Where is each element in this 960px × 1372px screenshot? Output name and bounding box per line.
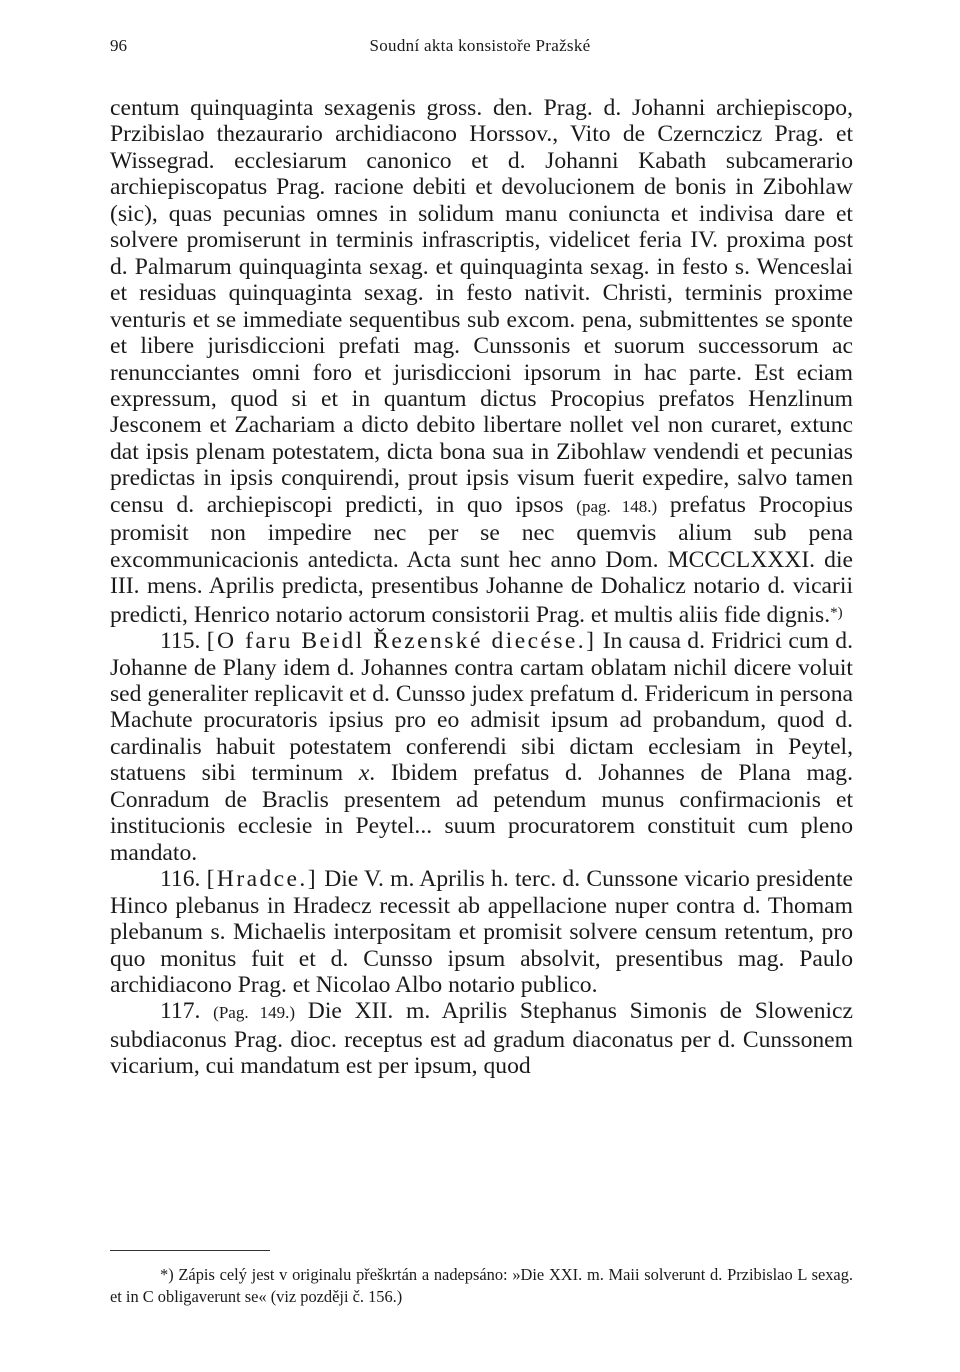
footnote-mark: *) [160, 1265, 174, 1284]
entry-text: . Ibidem prefatus d. Johannes de Plana mag. Conradum de Braclis presentem ad petendum munus confirmacionis et institucionis ecclesie in Peytel... suum procuratorem constituit cum pleno mandato. [110, 760, 853, 866]
page-number: 96 [110, 36, 127, 55]
entry-number: 117. [160, 998, 201, 1025]
placeholder-variable: x [358, 760, 370, 787]
footnote-divider [110, 1250, 270, 1251]
entry-115 [110, 628, 853, 866]
page-reference: (Pag. 149.) [213, 1003, 296, 1023]
paragraph-text: prefatus Procopius promisit non impedire nec per se nec quemvis alium sub pena excommunicacionis antedicta. Acta sunt hec anno Dom. MCCCLXXXI. die III. mens. Aprilis predicta, presentibus Johanne de Dohalicz notario d. vicarii predicti, Henrico notario actorum consistorii Prag. et multis aliis fide dignis. [110, 491, 853, 628]
entry-number: 115. [160, 628, 201, 655]
footnote [110, 1264, 853, 1308]
entry-heading: [Hradce.] [206, 866, 318, 893]
entry-heading: [O faru Beidl Řezenské diecése.] [206, 628, 597, 655]
entry-number: 116. [160, 866, 201, 893]
entry-117 [110, 998, 853, 1079]
page-reference: (pag. 148.) [576, 496, 658, 516]
running-title: Soudní akta konsistoře Pražské [369, 36, 591, 55]
page-header [110, 36, 850, 60]
paragraph-text: centum quinquaginta sexagenis gross. den. Prag. d. Johanni archiepiscopo, Przibislao thezaurario archidiacono Horssov., Vito de Czernczicz Prag. et Wissegrad. ecclesiarum canonico et d. Johanni Kabath subcamerario archiepiscopatus Prag. racione debiti et devolucionem de bonis in Zibohlaw (sic), quas pecunias omnes in solidum manu coniuncta et indivisa dare et solvere promiserunt in terminis infrascriptis, videlicet feria IV. proxima post d. Palmarum quinquaginta sexag. et quinquaginta sexag. in festo s. Wenceslai et residuas quinquaginta sexag. in festo nativit. Christi, terminis proxime venturis et se immediate sequentibus sub excom. pena, submittentes se sponte et libere jurisdiccioni prefati mag. Cunssonis et suorum successorum ac renuncciantes omni foro et jurisdiccioni ipsorum in hac parte. Est eciam expressum, quod si et in quantum dictus Procopius prefatos Henzlinum Jesconem et Zachariam a dicto debito libertare nollet vel non curaret, extunc dat ipsis plenam potestatem, dicta bona sua in Zibohlaw vendendi et pecunias predictas in ipsis conquirendi, prout ipsis visum fuerit expedire, salvo tamen censu d. archiepiscopi predicti, in quo ipsos [110, 95, 853, 518]
main-text [110, 95, 853, 1080]
entry-text: Die V. m. Aprilis h. terc. d. Cunssone vicario presidente Hinco plebanus in Hradecz recessit ab appellacione nuper contra d. Thomam plebanum s. Michaelis interpositam et promisit solvere censum retentum, pro quo monitus fuit et d. Cunsso ipsum absolvit, presentibus mag. Paulo archidiacono Prag. et Nicolao Albo notario publico. [110, 866, 853, 998]
footnote-reference: *) [830, 604, 843, 621]
entry-text: In causa d. Fridrici cum d. Johanne de Plany idem d. Johannes contra cartam oblatam nichil dicere voluit sed generaliter replicavit et d. Cunsso judex prefatum d. Fridericum in persona Machute procuratoris ipsius pro eo admisit ipsum ad probandum, quod d. cardinalis habuit potestatem conferendi sibi dictam ecclesiam in Peytel, statuens sibi terminum [110, 628, 853, 787]
entry-116 [110, 866, 853, 998]
entry-text: Die XII. m. Aprilis Stephanus Simonis de Slowenicz subdiaconus Prag. dioc. receptus est ad gradum diaconatus per d. Cunssonem vicarium, cui mandatum est per ipsum, quod [110, 998, 853, 1080]
footnote-text: Zápis celý jest v originalu přeškrtán a nadepsáno: »Die XXI. m. Maii solverunt d. Przibislao L sexag. et in C obligaverunt se« (viz později č. 156.) [110, 1265, 853, 1306]
paragraph-continued [110, 95, 853, 628]
